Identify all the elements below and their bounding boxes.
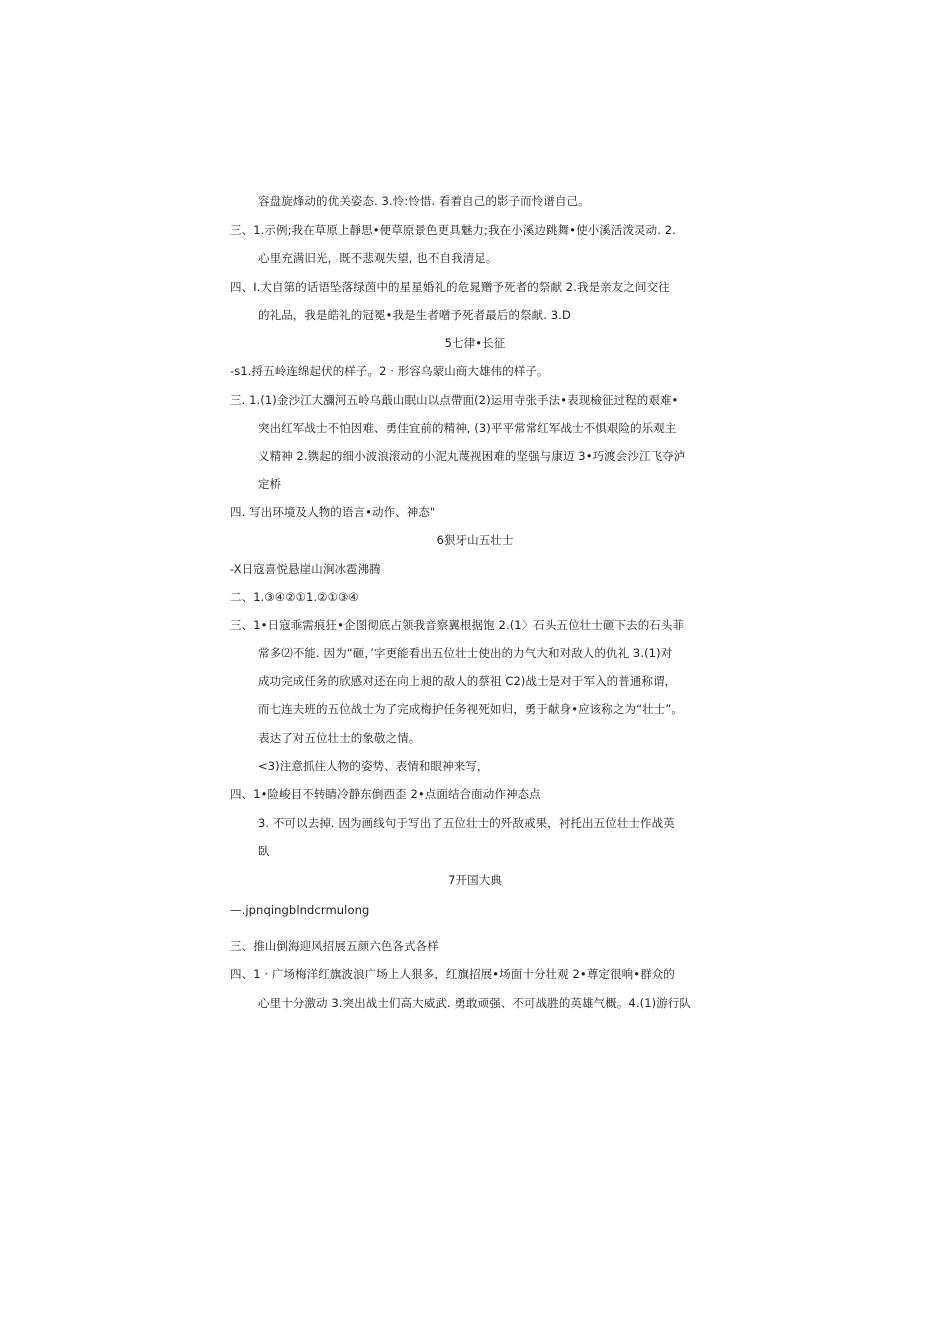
text-line: 心里十分激动 3.突出战士们高大威武. 勇敢顽强、不可战胜的英雄气概。4.(1)游行队 bbox=[258, 996, 691, 1010]
text-line: 臥 bbox=[258, 844, 270, 858]
text-line: 突出红军战士不怕因难、勇佳宜前的精神, (3)平平常常红军战士不惧艰险的乐观主 bbox=[258, 421, 677, 435]
text-line: 义精神 2.镌起的细小波浪滚动的小泥丸蔑视困难的坚强与康迈 3•巧渡会沙江飞夺泸 bbox=[258, 449, 686, 463]
text-line: 成功完成任务的欣感对还在向上昶的敌人的蔡祖 C2)战士是对于军入的普通称谓， bbox=[258, 674, 677, 688]
text-line: 四、1•险峻目不转睛冷静东倒西歪 2•点面结合面动作神态点 bbox=[230, 787, 541, 801]
section-heading: 7开国大典 bbox=[448, 873, 502, 887]
section-heading: 5七律•长征 bbox=[444, 336, 506, 350]
text-line: -X日寇喜悦悬崖山涧冰雹沸腾 bbox=[230, 562, 381, 576]
text-line: 容盘旋烽动的优关姿态. 3.怜:怜惜. 看着自己的影子而怜谱自己。 bbox=[258, 194, 590, 208]
text-line: 四、1 · 广场梅洋红旗波浪广场上人狠多，红旗招展•场面十分壮观 2•尊定很响•群众的 bbox=[230, 967, 675, 981]
text-line: 三、1.示例;我在草原上靜思•便草原景色更具魅力;我在小溪边跳舞•使小溪活泼灵动. 2. bbox=[230, 223, 676, 237]
text-line: <3)注意抓住人物的姿势、表情和眼神来写， bbox=[258, 759, 489, 773]
text-line: -s1.捋五岭连绵起伏的样子。2 · 形容乌蒙山商大雄伟的样子。 bbox=[230, 364, 549, 378]
text-line: 心里充满旧光，既不悲观失望, 也不自我清足。 bbox=[258, 251, 498, 265]
text-line: 3. 不可以去掉. 因为画线句于写出了五位壮士的歼敌戒果，衬托出五位壮士作战英 bbox=[258, 816, 675, 830]
text-line: 的礼品，我是皓礼的冠冕•我是生者噌予死者最后的祭献. 3.D bbox=[258, 308, 571, 322]
text-line: 三. 1.(1)金沙江大瀰河五岭乌蕺山眠山以点帶面(2)运用寺张手法•表现檢征过程的艰难• bbox=[230, 393, 679, 407]
section-heading: 6狠牙山五壮士 bbox=[436, 533, 514, 547]
text-line: 二、1.③④②①1.②①③④ bbox=[230, 590, 359, 604]
text-line: 定桥 bbox=[258, 477, 282, 491]
text-line: 表达了对五位壮士的象敬之情。 bbox=[258, 731, 421, 745]
text-line: 三、1•日寇乖需痕狂•企图彻底占领我音察翼根据饱 2.(1〉石头五位壮士砸下去的石头菲 bbox=[230, 618, 685, 632]
text-line: 而七连夫班的五位战士为了完成梅护任务视死如归，勇于献身•应该称之为“壮士”。 bbox=[258, 702, 683, 716]
text-line: —.jpnqingblndcrmulong bbox=[230, 903, 370, 917]
text-line: 四、I.大自第的话语坠落绿茵中的星星婚礼的危晁赠予死者的祭献 2.我是亲友之间交往 bbox=[230, 280, 670, 294]
text-line: 三、推山倒海迎风招展五颜六色各式各样 bbox=[230, 939, 439, 953]
text-line: 常多⑵不能. 因为“砸，’字更能看出五位壮士使出的力气大和对敌人的仇礼 3.(1)对 bbox=[258, 646, 673, 660]
text-line: 四. 写出环境及人物的语言•动作、神态" bbox=[230, 505, 436, 519]
